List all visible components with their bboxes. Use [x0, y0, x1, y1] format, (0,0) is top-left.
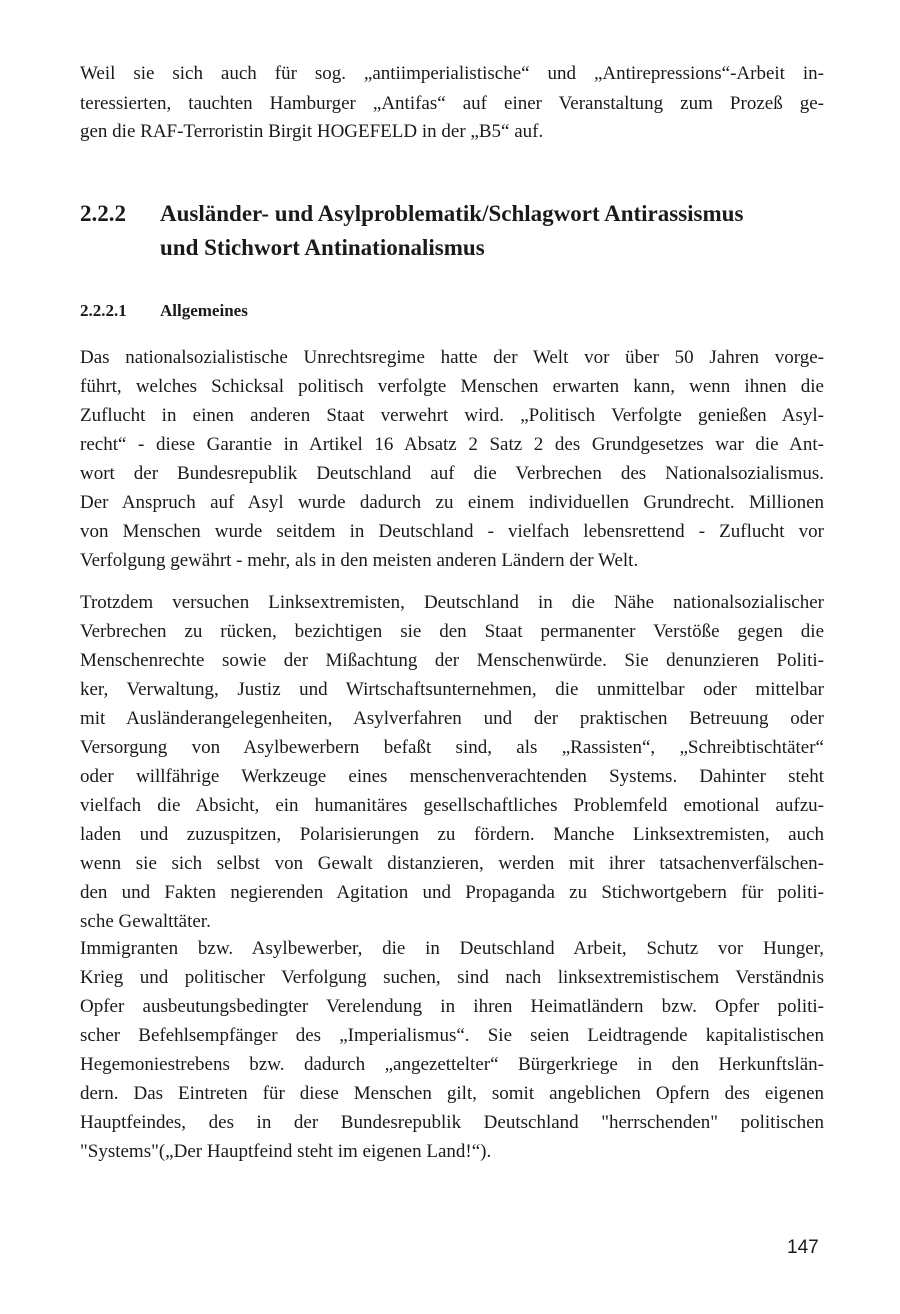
paragraph-line: den und Fakten negierenden Agitation und Propaganda zu Stichwortgebern für politi-	[80, 882, 824, 903]
paragraph-line: "Systems"(„Der Hauptfeind steht im eigenen Land!“).	[80, 1141, 492, 1162]
paragraph-line: Immigranten bzw. Asylbewerber, die in Deutschland Arbeit, Schutz vor Hunger,	[80, 938, 824, 959]
intro-line: teressierten, tauchten Hamburger „Antifas“ auf einer Veranstaltung zum Prozeß ge-	[80, 93, 824, 114]
subsection-heading	[80, 300, 248, 322]
paragraph-line: Zuflucht in einen anderen Staat verwehrt wird. „Politisch Verfolgte genießen Asyl-	[80, 405, 824, 426]
paragraph-line: Opfer ausbeutungsbedingter Verelendung in ihren Heimatländern bzw. Opfer politi-	[80, 996, 824, 1017]
intro-line: gen die RAF-Terroristin Birgit HOGEFELD in der „B5“ auf.	[80, 121, 544, 142]
paragraph-line: Der Anspruch auf Asyl wurde dadurch zu einem individuellen Grundrecht. Millionen	[80, 492, 824, 513]
paragraph-line: scher Befehlsempfänger des „Imperialismus“. Sie seien Leidtragende kapitalistischen	[80, 1025, 824, 1046]
paragraph-line: führt, welches Schicksal politisch verfolgte Menschen erwarten kann, wenn ihnen die	[80, 376, 824, 397]
paragraph-line: Versorgung von Asylbewerbern befaßt sind, als „Rassisten“, „Schreibtischtäter“	[80, 737, 824, 758]
section-heading	[80, 200, 743, 228]
subsection-title: Allgemeines	[160, 301, 248, 320]
paragraph-line: von Menschen wurde seitdem in Deutschland - vielfach lebensrettend - Zuflucht vor	[80, 521, 824, 542]
section-number: 2.2.2	[80, 201, 126, 226]
paragraph-line: Verfolgung gewährt - mehr, als in den meisten anderen Ländern der Welt.	[80, 550, 639, 571]
paragraph-line: Krieg und politischer Verfolgung suchen, sind nach linksextremistischem Verständnis	[80, 967, 824, 988]
intro-line: Weil sie sich auch für sog. „antiimperialistische“ und „Antirepressions“-Arbeit in-	[80, 63, 824, 84]
paragraph-line: laden und zuzuspitzen, Polarisierungen zu fördern. Manche Linksextremisten, auch	[80, 824, 824, 845]
page-number: 147	[787, 1237, 819, 1258]
paragraph-line: ker, Verwaltung, Justiz und Wirtschaftsunternehmen, die unmittelbar oder mittelbar	[80, 679, 824, 700]
paragraph-line: oder willfährige Werkzeuge eines menschenverachtenden Systems. Dahinter steht	[80, 766, 824, 787]
subsection-number: 2.2.2.1	[80, 301, 127, 320]
paragraph-line: Menschenrechte sowie der Mißachtung der Menschenwürde. Sie denunzieren Politi-	[80, 650, 824, 671]
paragraph-line: Verbrechen zu rücken, bezichtigen sie den Staat permanenter Verstöße gegen die	[80, 621, 824, 642]
paragraph-line: sche Gewalttäter.	[80, 911, 211, 932]
paragraph-line: dern. Das Eintreten für diese Menschen gilt, somit angeblichen Opfern des eigenen	[80, 1083, 824, 1104]
paragraph-line: Hauptfeindes, des in der Bundesrepublik Deutschland "herrschenden" politischen	[80, 1112, 824, 1133]
section-title-line2: und Stichwort Antinationalismus	[160, 235, 485, 260]
paragraph-line: Hegemoniestrebens bzw. dadurch „angezettelter“ Bürgerkriege in den Herkunftslän-	[80, 1054, 824, 1075]
paragraph-line: recht“ - diese Garantie in Artikel 16 Absatz 2 Satz 2 des Grundgesetzes war die Ant-	[80, 434, 824, 455]
section-title-line1: Ausländer- und Asylproblematik/Schlagwort Antirassismus	[160, 201, 744, 226]
paragraph-line: wort der Bundesrepublik Deutschland auf die Verbrechen des Nationalsozialismus.	[80, 463, 824, 484]
paragraph-line: Das nationalsozialistische Unrechtsregime hatte der Welt vor über 50 Jahren vorge-	[80, 347, 824, 368]
paragraph-line: wenn sie sich selbst von Gewalt distanzieren, werden mit ihrer tatsachenverfälschen-	[80, 853, 824, 874]
paragraph-line: Trotzdem versuchen Linksextremisten, Deutschland in die Nähe nationalsozialischer	[80, 592, 824, 613]
paragraph-line: mit Ausländerangelegenheiten, Asylverfahren und der praktischen Betreuung oder	[80, 708, 824, 729]
paragraph-line: vielfach die Absicht, ein humanitäres gesellschaftliches Problemfeld emotional aufzu-	[80, 795, 824, 816]
